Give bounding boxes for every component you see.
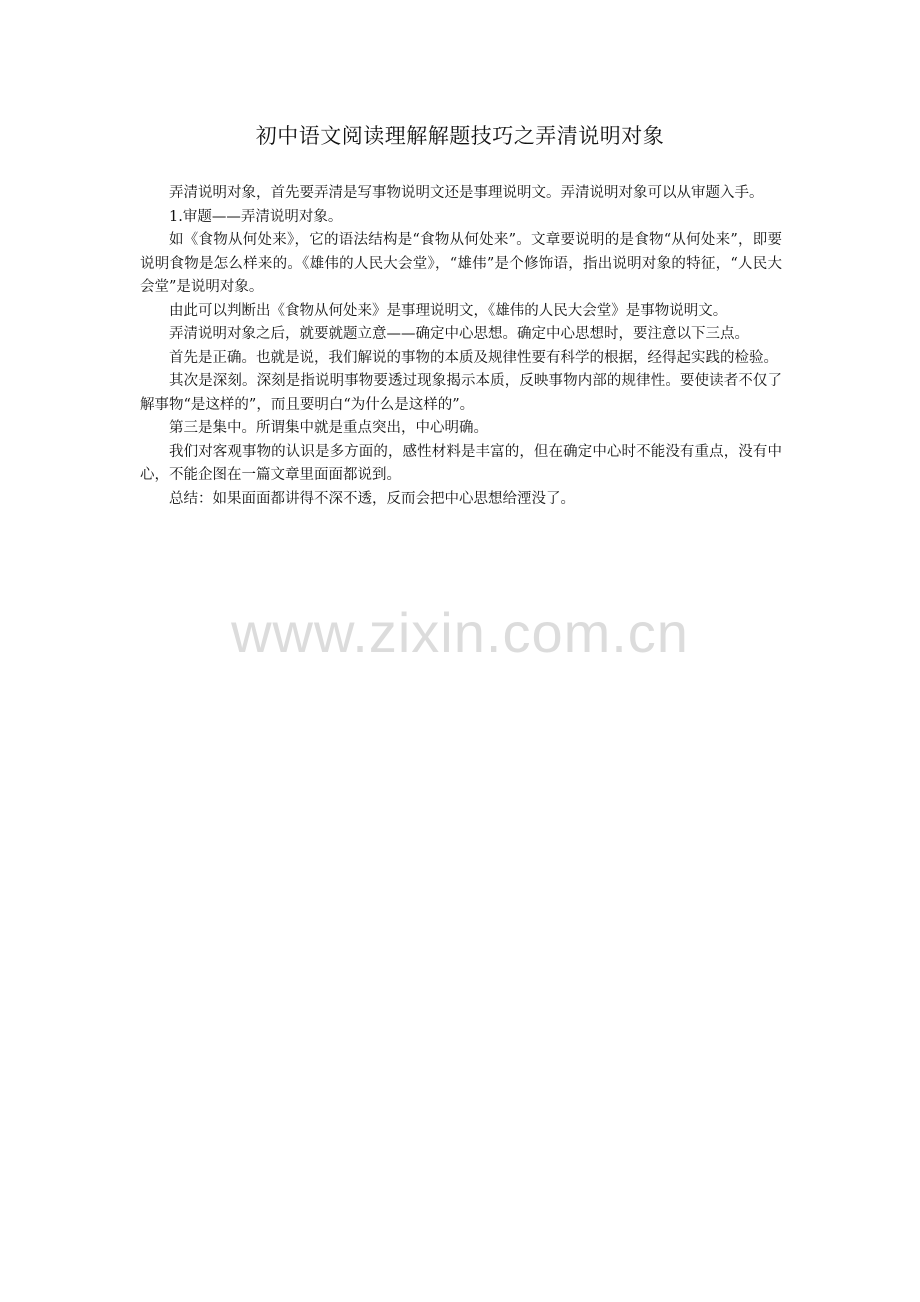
watermark: www.zixin.com.cn	[231, 601, 689, 664]
paragraph-judgement: 由此可以判断出《食物从何处来》是事理说明文，《雄伟的人民大会堂》是事物说明文。	[169, 302, 728, 319]
paragraph-focus: 第三是集中。所谓集中就是重点突出，中心明确。	[169, 420, 488, 436]
document-title: 初中语文阅读理解解题技巧之弄清说明对象	[255, 124, 665, 148]
paragraph-perception: 我们对客观事物的认识是多方面的，感性材料是丰富的，但在确定中心时不能没有重点，没有中心，不能企图在一篇文章里面面都说到。	[140, 443, 782, 483]
document-body	[140, 182, 782, 511]
paragraph-step-1: 1.审题——弄清说明对象。	[169, 208, 343, 225]
paragraph-summary: 总结：如果面面都讲得不深不透，反而会把中心思想给湮没了。	[169, 490, 575, 507]
paragraph-correctness: 首先是正确。也就是说，我们解说的事物的本质及规律性要有科学的根据，经得起实践的检验。	[169, 349, 778, 366]
paragraph-example: 如《食物从何处来》，它的语法结构是“食物从何处来”。文章要说明的是食物“从何处来”，即要说明食物是怎么样来的。《雄伟的人民大会堂》，“雄伟”是个修饰语，指出说明对象的特征，“人民大会堂”是说明对象。	[140, 232, 782, 295]
paragraph-depth: 其次是深刻。深刻是指说明事物要透过现象揭示本质，反映事物内部的规律性。要使读者不仅了解事物“是这样的”，而且要明白“为什么是这样的”。	[140, 373, 782, 413]
paragraph-central-idea: 弄清说明对象之后，就要就题立意——确定中心思想。确定中心思想时，要注意以下三点。	[169, 326, 749, 342]
paragraph-intro: 弄清说明对象，首先要弄清是写事物说明文还是事理说明文。弄清说明对象可以从审题入手。	[169, 185, 764, 201]
